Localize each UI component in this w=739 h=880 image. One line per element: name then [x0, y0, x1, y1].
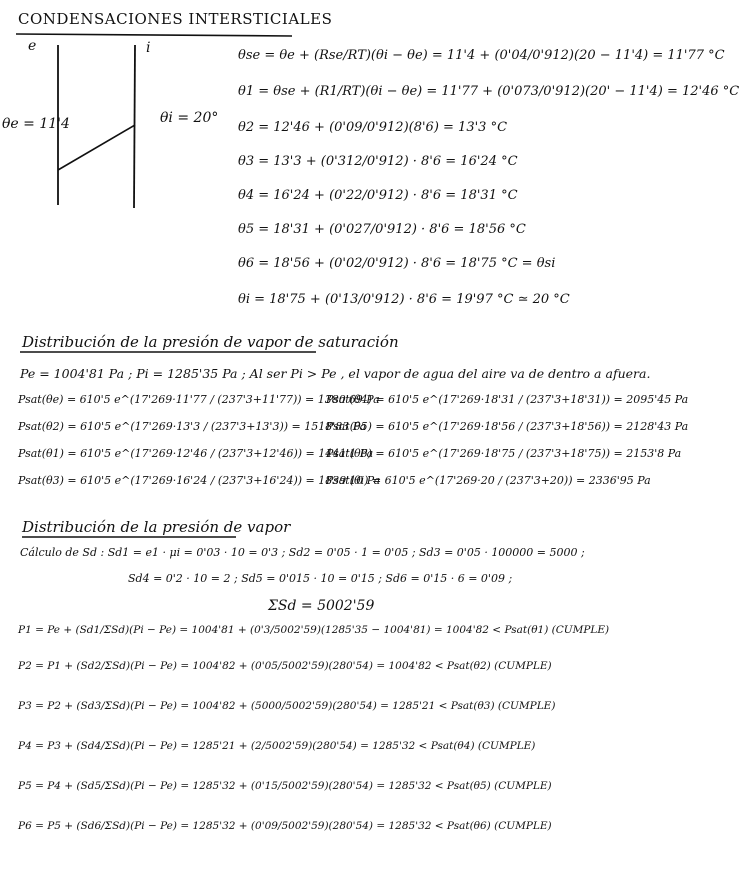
title-underline	[16, 34, 292, 36]
sd-sum: ΣSd = 5002'59	[268, 598, 375, 614]
exterior-label: e	[28, 38, 37, 54]
sd-calculation: Sd4 = 0'2 · 10 = 2 ; Sd5 = 0'015 · 10 = 0'15 ; Sd6 = 0'15 · 6 = 0'09 ;	[128, 572, 513, 585]
saturation-pressure: Psat(θ1) = 610'5 e^(17'269·12'46 / (237'3+12'46)) = 1441'1 Pa	[18, 447, 374, 460]
sd-calculation: Cálculo de Sd : Sd1 = e1 · μi = 0'03 · 10 = 0'3 ; Sd2 = 0'05 · 1 = 0'05 ; Sd3 = 0'05 · 100000 = 5000 ;	[20, 546, 585, 559]
temperature-equation: θ3 = 13'3 + (0'312/0'912) · 8'6 = 16'24 °C	[238, 154, 518, 169]
theta-exterior: θe = 11'4	[2, 116, 70, 132]
temperature-equation: θi = 18'75 + (0'13/0'912) · 8'6 = 19'97 °C ≃ 20 °C	[238, 292, 570, 307]
saturation-pressure: Psat(θ6) = 610'5 e^(17'269·18'75 / (237'3+18'75)) = 2153'8 Pa	[326, 447, 682, 460]
pressure-summary: Pe = 1004'81 Pa ; Pi = 1285'35 Pa ; Al ser Pi > Pe , el vapor de agua del aire va de dentro a afuera.	[20, 366, 651, 381]
theta-interior: θi = 20°	[160, 110, 219, 126]
pressure-equation: P2 = P1 + (Sd2/ΣSd)(Pi − Pe) = 1004'82 + (0'05/5002'59)(280'54) = 1004'82 < Psat(θ2) (CUMPLE)	[18, 660, 552, 672]
interior-label: i	[146, 40, 151, 56]
saturation-pressure: Psat(θe) = 610'5 e^(17'269·11'77 / (237'3+11'77)) = 1380'69 Pa	[18, 393, 380, 406]
temperature-equation: θ5 = 18'31 + (0'027/0'912) · 8'6 = 18'56 °C	[238, 222, 526, 237]
temperature-equation: θ2 = 12'46 + (0'09/0'912)(8'6) = 13'3 °C	[238, 120, 508, 135]
temperature-equation: θ1 = θse + (R1/RT)(θi − θe) = 11'77 + (0'073/0'912)(20' − 11'4) = 12'46 °C	[238, 84, 739, 99]
temperature-equation: θ6 = 18'56 + (0'02/0'912) · 8'6 = 18'75 °C = θsi	[238, 256, 556, 271]
pressure-equation: P6 = P5 + (Sd6/ΣSd)(Pi − Pe) = 1285'32 + (0'09/5002'59)(280'54) = 1285'32 < Psat(θ6) (CUMPLE)	[18, 820, 552, 832]
pressure-equation: P4 = P3 + (Sd4/ΣSd)(Pi − Pe) = 1285'21 + (2/5002'59)(280'54) = 1285'32 < Psat(θ4) (CUMPLE)	[18, 740, 536, 752]
section-heading-saturation: Distribución de la presión de vapor de saturación	[22, 333, 399, 351]
page-title: CONDENSACIONES INTERSTICIALES	[18, 10, 333, 28]
pressure-equation: P5 = P4 + (Sd5/ΣSd)(Pi − Pe) = 1285'32 + (0'15/5002'59)(280'54) = 1285'32 < Psat(θ5) (CUMPLE)	[18, 780, 552, 792]
section-heading-vapor: Distribución de la presión de vapor	[22, 518, 291, 536]
wall-interior-line	[134, 45, 135, 208]
temperature-equation: θ4 = 16'24 + (0'22/0'912) · 8'6 = 18'31 °C	[238, 188, 518, 203]
pressure-equation: P3 = P2 + (Sd3/ΣSd)(Pi − Pe) = 1004'82 + (5000/5002'59)(280'54) = 1285'21 < Psat(θ3) (CUMPLE)	[18, 700, 556, 712]
saturation-pressure: Psat(θ2) = 610'5 e^(17'269·13'3 / (237'3+13'3)) = 1518'83 Pa	[18, 420, 367, 433]
pressure-equation: P1 = Pe + (Sd1/ΣSd)(Pi − Pe) = 1004'81 + (0'3/5002'59)(1285'35 − 1004'81) = 1004'82 < Psat(θ1) (CUMPLE)	[18, 624, 610, 636]
saturation-pressure: Psat(θ4) = 610'5 e^(17'269·18'31 / (237'3+18'31)) = 2095'45 Pa	[326, 393, 689, 406]
saturation-pressure: Psat(θ5) = 610'5 e^(17'269·18'56 / (237'3+18'56)) = 2128'43 Pa	[326, 420, 689, 433]
saturation-pressure: Psat(θi) = 610'5 e^(17'269·20 / (237'3+20)) = 2336'95 Pa	[326, 474, 651, 487]
saturation-pressure: Psat(θ3) = 610'5 e^(17'269·16'24 / (237'3+16'24)) = 1839'10 Pa	[18, 474, 381, 487]
temperature-equation: θse = θe + (Rse/RT)(θi − θe) = 11'4 + (0'04/0'912)(20 − 11'4) = 11'77 °C	[238, 48, 725, 63]
